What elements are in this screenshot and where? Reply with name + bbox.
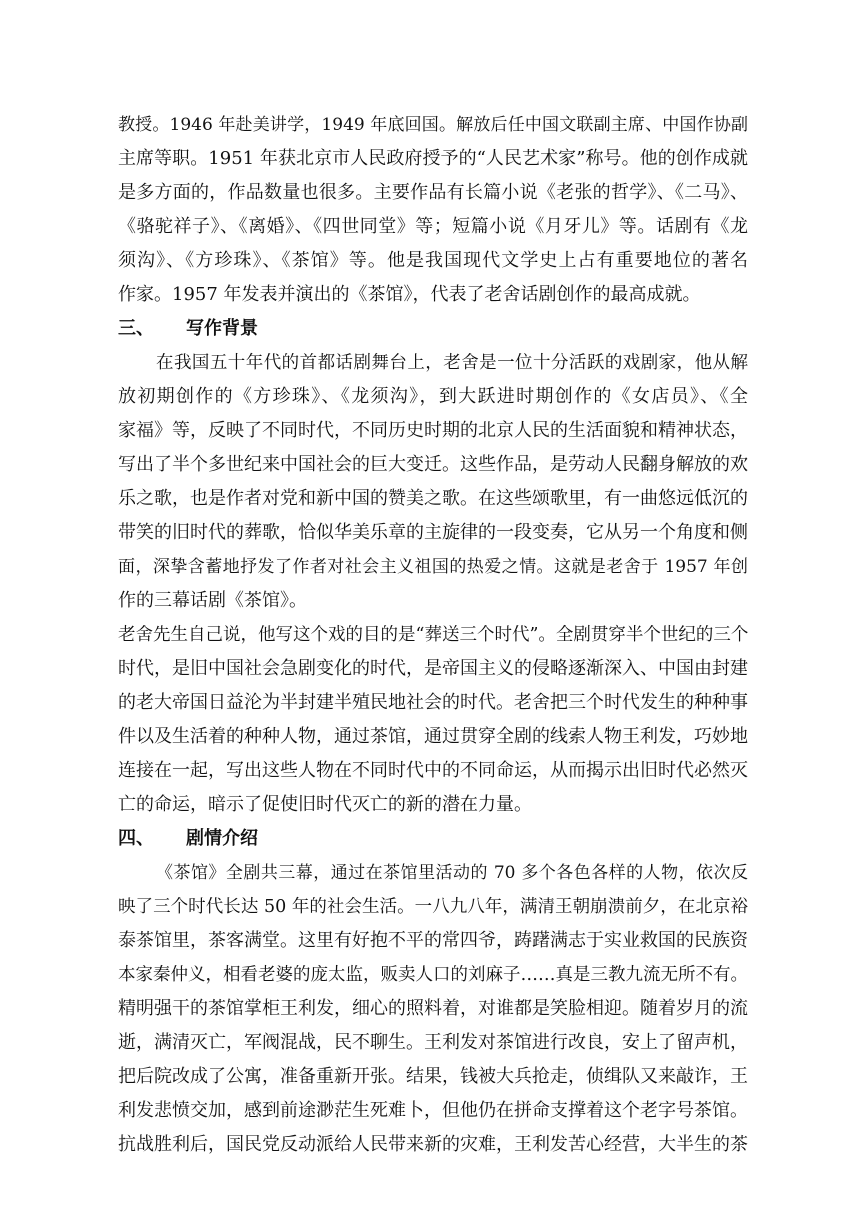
bg-para1-line-7: 面，深挚含蓄地抒发了作者对社会主义祖国的热爱之情。这就是老舍于 1957 年创 [118,557,748,577]
section-four-heading [118,822,258,856]
bg-para2-line-5: 连接在一起，写出这些人物在不同时代中的不同命运，从而揭示出旧时代必然灭 [118,760,748,781]
intro-line-2: 主席等职。1951 年获北京市人民政府授予的“人民艺术家”称号。他的创作成就 [118,148,748,169]
intro-line-3: 是多方面的，作品数量也很多。主要作品有长篇小说《老张的哲学》、《二马》、 [118,182,748,203]
bg-para2-line-1: 老舍先生自己说，他写这个戏的目的是“葬送三个时代”。全剧贯穿半个世纪的三个 [118,625,749,645]
plot-line-8: 利发悲愤交加，感到前途渺茫生死难卜，但他仍在拼命支撑着这个老字号茶馆。 [118,1100,748,1121]
section-four-title: 剧情介绍 [186,828,258,849]
plot-line-1: 《茶馆》全剧共三幕，通过在茶馆里活动的 70 多个各色各样的人物，依次反 [156,863,748,883]
intro-line-6: 作家。1957 年发表并演出的《茶馆》，代表了老舍话剧创作的最高成就。 [118,284,701,305]
bg-para1-line-8: 作的三幕话剧《茶馆》。 [118,590,307,611]
bg-para2-line-6: 亡的命运，暗示了促使旧时代灭亡的新的潜在力量。 [118,794,532,815]
bg-para1-line-6: 带笑的旧时代的葬歌，恰似华美乐章的主旋律的一段变奏，它从另一个角度和侧 [118,522,748,543]
plot-line-6: 逝，满清灭亡，军阀混战，民不聊生。王利发对茶馆进行改良，安上了留声机， [118,1032,748,1053]
plot-line-2: 映了三个时代长达 50 年的社会生活。一八九八年，满清王朝崩溃前夕，在北京裕 [118,897,748,917]
section-three-heading [118,312,258,346]
section-four-number: 四、 [118,828,154,849]
plot-line-9: 抗战胜利后，国民党反动派给人民带来新的灾难，王利发苦心经营，大半生的茶 [118,1134,748,1155]
bg-para2-line-4: 件以及生活着的种种人物，通过茶馆，通过贯穿全剧的线索人物王利发，巧妙地 [118,726,748,747]
bg-para2-line-3: 的老大帝国日益沦为半封建半殖民地社会的时代。老舍把三个时代发生的种种事 [118,692,748,713]
plot-line-3: 泰茶馆里，茶客满堂。这里有好抱不平的常四爷，踌躇满志于实业救国的民族资 [118,930,748,951]
bg-para2-line-2: 时代，是旧中国社会急剧变化的时代，是帝国主义的侵略逐渐深入、中国由封建 [118,658,748,679]
section-three-number: 三、 [118,318,154,339]
plot-line-5: 精明强干的茶馆掌柜王利发，细心的照料着，对谁都是笑脸相迎。随着岁月的流 [118,998,748,1019]
intro-line-5: 须沟》、《方珍珠》、《茶馆》等。他是我国现代文学史上占有重要地位的著名 [118,250,748,271]
bg-para1-line-4: 写出了半个多世纪来中国社会的巨大变迁。这些作品，是劳动人民翻身解放的欢 [118,454,748,475]
section-three-title: 写作背景 [186,318,258,339]
bg-para1-line-1: 在我国五十年代的首都话剧舞台上，老舍是一位十分活跃的戏剧家，他从解 [156,353,748,373]
intro-line-4: 《骆驼祥子》、《离婚》、《四世同堂》等；短篇小说《月牙儿》等。话剧有《龙 [118,216,748,237]
bg-para1-line-3: 家福》等，反映了不同时代，不同历史时期的北京人民的生活面貌和精神状态， [118,420,748,441]
plot-line-7: 把后院改成了公寓，准备重新开张。结果，钱被大兵抢走，侦缉队又来敲诈，王 [118,1066,748,1087]
plot-line-4: 本家秦仲义，相看老婆的庞太监，贩卖人口的刘麻子……真是三教九流无所不有。 [118,965,748,985]
bg-para1-line-2: 放初期创作的《方珍珠》、《龙须沟》，到大跃进时期创作的《女店员》、《全 [118,386,748,407]
intro-line-1: 教授。1946 年赴美讲学，1949 年底回国。解放后任中国文联副主席、中国作协副 [118,115,748,135]
bg-para1-line-5: 乐之歌，也是作者对党和新中国的赞美之歌。在这些颂歌里，有一曲悠远低沉的 [118,488,748,509]
